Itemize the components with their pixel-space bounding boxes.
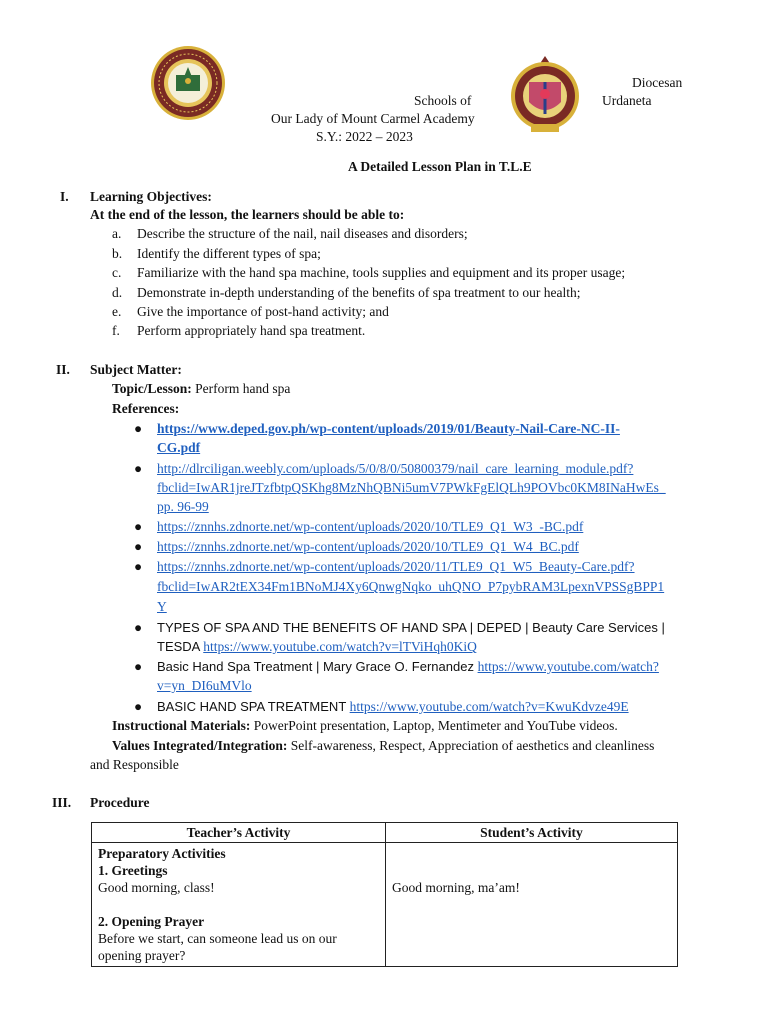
list-marker: d.: [112, 285, 123, 300]
objectives-intro: At the end of the lesson, the learners should be able to:: [90, 207, 405, 222]
reference-line: [157, 637, 477, 656]
procedure-table: [91, 822, 678, 967]
reference-text: TYPES OF SPA AND THE BENEFITS OF HAND SPA | DEPED | Beauty Care Services |: [157, 620, 665, 635]
objective-text: Perform appropriately hand spa treatment.: [137, 323, 366, 338]
reference-link[interactable]: http://dlrciligan.weebly.com/uploads/5/0/8/0/50800379/nail_care_learning_module.pdf?: [157, 461, 634, 476]
reference-link[interactable]: https://www.youtube.com/watch?v=KwuKdvze49E: [349, 699, 629, 714]
diocesan-label: Diocesan: [632, 75, 683, 90]
objective-text: Give the importance of post-hand activity; and: [137, 304, 389, 319]
reference-link[interactable]: CG.pdf: [157, 440, 201, 455]
materials-value: PowerPoint presentation, Laptop, Mentimeter and YouTube videos.: [250, 718, 618, 733]
section-1-numeral: I.: [60, 189, 69, 204]
list-item: [112, 302, 389, 322]
diocesan-seal-logo: [505, 52, 585, 140]
reference-link[interactable]: https://www.youtube.com/watch?: [477, 659, 659, 674]
reference-link[interactable]: https://znnhs.zdnorte.net/wp-content/uploads/2020/10/TLE9_Q1_W3_-BC.pdf: [157, 519, 584, 534]
materials-line: [112, 716, 618, 735]
list-marker: c.: [112, 265, 122, 280]
objective-text: Demonstrate in-depth understanding of the benefits of spa treatment to our health;: [137, 285, 581, 300]
values-line: [112, 736, 654, 755]
reference-link[interactable]: v=yn_DI6uMVlo: [157, 678, 252, 693]
reference-link[interactable]: https://www.youtube.com/watch?v=lTViHqh0KiQ: [203, 639, 477, 654]
reference-link[interactable]: fbclid=IwAR1jreJTzfbtpQSKhg8MzNhQBNi5umV7PWkFgElQLh9POVbc0KM8INaHwEs_: [157, 480, 666, 495]
topic-label: Topic/Lesson:: [112, 381, 192, 396]
list-item: [112, 224, 468, 244]
section-3-heading: Procedure: [90, 795, 150, 810]
reference-link[interactable]: fbclid=IwAR2tEX34Fm1BNoMJ4Xy6QnwgNqko_uhQNO_P7pybRAM3LpexnVPSSgBPP1: [157, 579, 665, 594]
list-marker: e.: [112, 304, 122, 319]
reference-text: Basic Hand Spa Treatment | Mary Grace O. Fernandez: [157, 659, 478, 674]
values-value: Self-awareness, Respect, Appreciation of aesthetics and cleanliness: [287, 738, 655, 753]
topic-line: [112, 379, 290, 398]
student-activity-header: Student’s Activity: [386, 823, 678, 843]
reference-link[interactable]: https://znnhs.zdnorte.net/wp-content/uploads/2020/10/TLE9_Q1_W4_BC.pdf: [157, 539, 579, 554]
values-label: Values Integrated/Integration:: [112, 738, 288, 753]
teacher-activity-cell: [92, 843, 386, 967]
objective-text: Identify the different types of spa;: [137, 246, 321, 261]
urdaneta-label: Urdaneta: [602, 93, 652, 108]
school-header-line1: Schools of: [414, 93, 472, 108]
school-year: S.Y.: 2022 – 2023: [316, 129, 413, 144]
prayer-heading: 2. Opening Prayer: [98, 914, 205, 929]
objective-text: Describe the structure of the nail, nail diseases and disorders;: [137, 226, 468, 241]
bullet-icon: ●: [134, 421, 143, 436]
section-2-numeral: II.: [56, 362, 70, 377]
table-header-row: [92, 823, 678, 843]
bullet-icon: ●: [134, 559, 143, 574]
objective-text: Familiarize with the hand spa machine, tools supplies and equipment and its proper usage;: [137, 265, 626, 280]
list-item: [112, 321, 365, 341]
section-1-heading: Learning Objectives:: [90, 189, 212, 204]
reference-text: TESDA: [157, 639, 204, 654]
teacher-activity-header: Teacher’s Activity: [92, 823, 386, 843]
reference-link[interactable]: https://znnhs.zdnorte.net/wp-content/uploads/2020/11/TLE9_Q1_W5_Beauty-Care.pdf?: [157, 559, 635, 574]
greetings-student-text: Good morning, ma’am!: [392, 880, 520, 895]
school-header-line2: Our Lady of Mount Carmel Academy: [271, 111, 475, 126]
prayer-teacher-text: Before we start, can someone lead us on our opening prayer?: [98, 931, 337, 963]
bullet-icon: ●: [134, 539, 143, 554]
reference-link[interactable]: https://www.deped.gov.ph/wp-content/uploads/2019/01/Beauty-Nail-Care-NC-II-: [157, 421, 620, 436]
bullet-icon: ●: [134, 461, 143, 476]
list-item: [112, 263, 625, 283]
bullet-icon: ●: [134, 620, 143, 635]
list-item: [112, 283, 581, 303]
topic-value: Perform hand spa: [191, 381, 291, 396]
table-row: [92, 843, 678, 967]
student-activity-cell: [386, 843, 678, 967]
reference-text: BASIC HAND SPA TREATMENT: [157, 699, 350, 714]
greetings-heading: 1. Greetings: [98, 863, 168, 878]
reference-line: [157, 697, 629, 716]
reference-line: [157, 657, 659, 676]
bullet-icon: ●: [134, 699, 143, 714]
list-marker: a.: [112, 226, 122, 241]
document-title: A Detailed Lesson Plan in T.L.E: [348, 159, 532, 174]
school-seal-logo: [150, 45, 226, 121]
section-2-heading: Subject Matter:: [90, 362, 182, 377]
list-marker: f.: [112, 323, 120, 338]
list-item: [112, 244, 321, 264]
references-label: References:: [112, 401, 180, 416]
reference-link[interactable]: pp. 96-99: [157, 499, 209, 514]
reference-link[interactable]: Y: [157, 599, 167, 614]
preparatory-heading: Preparatory Activities: [98, 846, 226, 861]
greetings-teacher-text: Good morning, class!: [98, 880, 215, 895]
values-line-continued: and Responsible: [90, 757, 179, 772]
materials-label: Instructional Materials:: [112, 718, 251, 733]
list-marker: b.: [112, 246, 123, 261]
bullet-icon: ●: [134, 519, 143, 534]
section-3-numeral: III.: [52, 795, 72, 810]
bullet-icon: ●: [134, 659, 143, 674]
